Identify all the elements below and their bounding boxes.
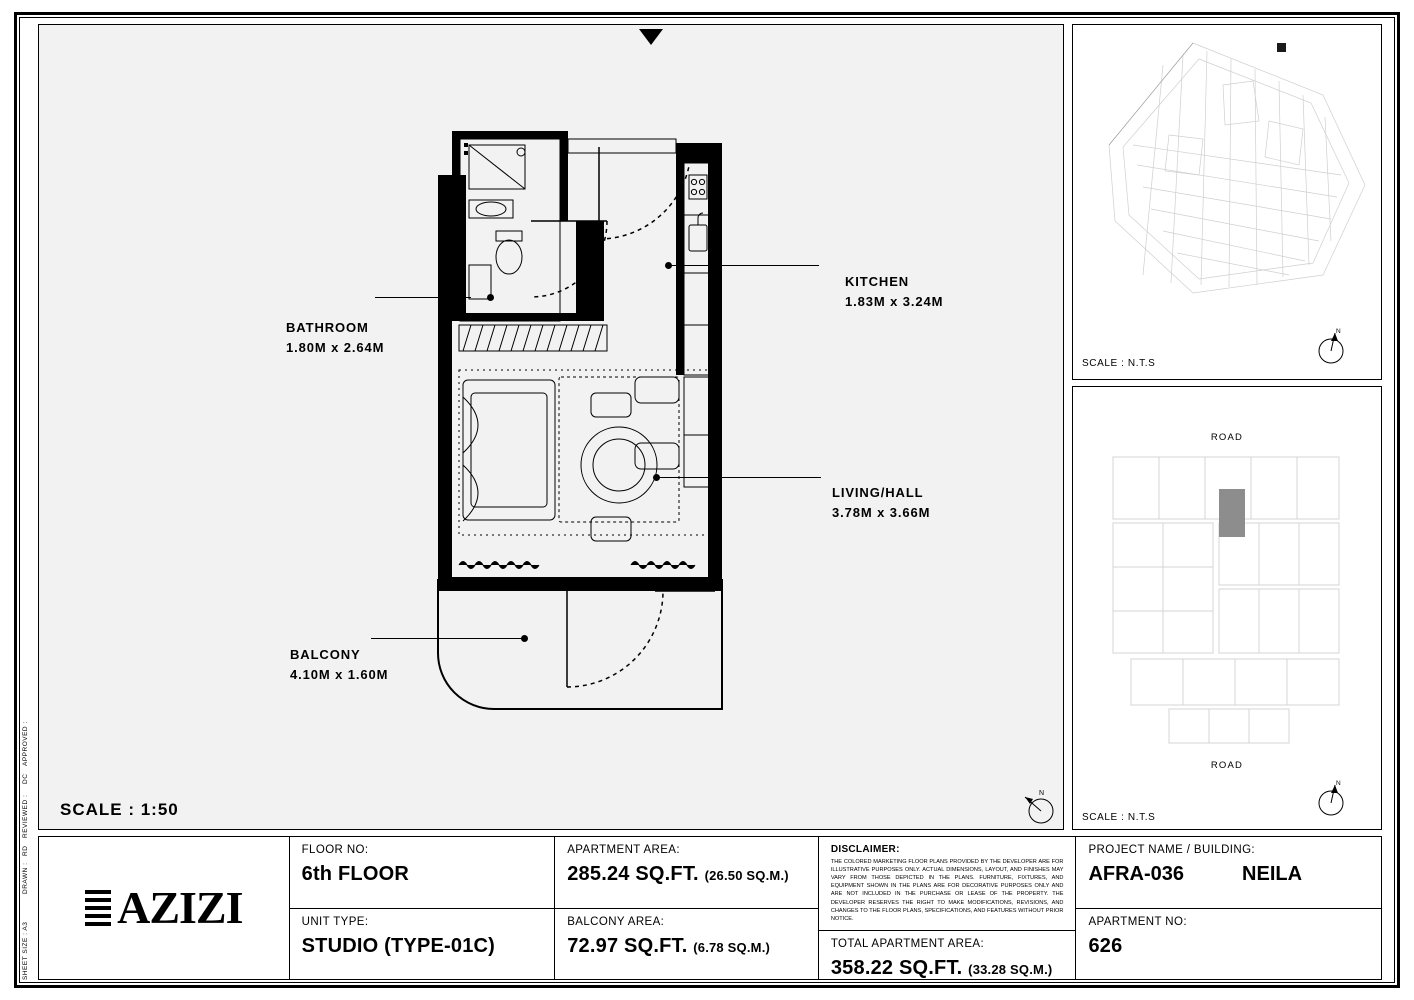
svg-text:N: N [1039, 790, 1045, 797]
apartment-area-main: 285.24 SQ.FT. [567, 863, 699, 885]
floor-plan-panel [38, 24, 1064, 830]
keyplan-road-top: ROAD [1210, 432, 1244, 443]
entry-arrow [639, 29, 663, 45]
logo-text: AZIZI [117, 882, 243, 933]
plan-scale-label: SCALE : 1:50 [60, 800, 179, 819]
disclaimer-cell [819, 837, 1076, 931]
total-area-value [831, 957, 1064, 980]
margin-note-5: APPROVED : [22, 721, 29, 766]
total-area-cell [819, 931, 1076, 987]
apartment-area-value [567, 863, 806, 886]
apartment-no-label: APARTMENT NO: [1088, 915, 1187, 928]
project-code: AFRA-036 [1088, 863, 1185, 885]
keyplan-road-bottom: ROAD [1210, 760, 1244, 771]
margin-note-0: SHEET SIZE : A3 [22, 921, 29, 980]
unit-type-label: UNIT TYPE: [301, 915, 369, 928]
apartment-area-label: APARTMENT AREA: [567, 844, 680, 856]
project-value [1088, 863, 1369, 886]
location-scale-label: SCALE : N.T.S [1082, 358, 1156, 369]
callout-balcony-label: BALCONY [290, 647, 361, 662]
apartment-no-cell [1076, 909, 1381, 980]
project-name-cell [1076, 837, 1381, 909]
leader-kitchen [669, 265, 819, 266]
balcony-area-main: 72.97 SQ.FT. [567, 934, 688, 957]
title-block [38, 836, 1382, 980]
svg-text:N: N [1336, 780, 1341, 787]
project-name: NEILA [1242, 863, 1303, 885]
callout-bathroom [286, 318, 384, 357]
leader-living [657, 477, 821, 478]
location-map-panel [1072, 24, 1382, 380]
disclaimer-body: THE COLORED MARKETING FLOOR PLANS PROVIDED BY THE DEVELOPER ARE FOR ILLUSTRATIVE PURPOSES ONLY. ACTUAL DIMENSIONS, LAYOUT, AND FINISHES MAY VARY FROM THOSE DEPICTED IN THE PLANS. FURNITURE, FIXTURES, AND EQUIPMENT SHOWN IN THE PLANS ARE FOR DECORATIVE PURPOSES ONLY AND ARE NOT INCLUDED IN THE PURCHASE OR LEASE OF THE PROPERTY. THE DEVELOPER RESERVES THE RIGHT TO MAKE MODIFICATIONS, REVISIONS, AND CHANGES TO THE FLOOR PLANS, SPECIFICATIONS, AND FEATURES WITHOUT PRIOR NOTICE. [830, 859, 1064, 922]
floor-no-label: FLOOR NO: [301, 844, 369, 856]
margin-note-4: DC [22, 773, 29, 784]
unit-type-value: STUDIO (TYPE-01C) [301, 934, 496, 957]
north-arrow-location [1309, 325, 1351, 369]
callout-balcony-dims: 4.10M x 1.60M [290, 666, 389, 682]
callout-bathroom-dims: 1.80M x 2.64M [286, 339, 385, 355]
total-area-sub: (33.28 SQ.M.) [968, 961, 1053, 977]
project-label: PROJECT NAME / BUILDING: [1088, 844, 1256, 856]
margin-note-2: RD [22, 845, 29, 856]
north-arrow-keyplan [1309, 777, 1351, 821]
apartment-area-sub: (26.50 SQ.M.) [704, 868, 789, 883]
disclaimer-title: DISCLAIMER: [830, 844, 900, 855]
leader-dot-balcony [521, 635, 528, 642]
callout-living-dims: 3.78M x 3.66M [832, 504, 931, 520]
floor-no-value: 6th FLOOR [301, 863, 409, 885]
leader-balcony [371, 638, 525, 639]
callout-living-label: LIVING/HALL [832, 485, 924, 500]
project-column [1076, 837, 1381, 979]
callout-bathroom-label: BATHROOM [286, 320, 369, 335]
callout-kitchen-label: KITCHEN [845, 274, 910, 289]
total-area-label: TOTAL APARTMENT AREA: [830, 937, 985, 950]
leader-dot-kitchen [665, 262, 672, 269]
disclaimer-column [819, 837, 1077, 979]
callout-kitchen [845, 272, 943, 311]
north-arrow-plan [1019, 787, 1061, 827]
azizi-logo [39, 837, 290, 979]
callout-living [832, 483, 930, 522]
site-marker [1277, 43, 1286, 52]
leader-bathroom [375, 297, 471, 298]
svg-text:N: N [1336, 328, 1341, 335]
unit-highlight [1219, 489, 1245, 537]
apartment-no-value: 626 [1088, 934, 1123, 957]
margin-notes [22, 721, 36, 980]
apartment-area-cell [555, 837, 818, 909]
area-column [555, 837, 819, 979]
balcony-area-value [567, 935, 806, 958]
floor-plan-drawing [39, 25, 1063, 829]
logo-bars-icon [85, 890, 111, 927]
floor-no-cell [290, 837, 555, 909]
leader-dot-living [653, 474, 660, 481]
callout-kitchen-dims: 1.83M x 3.24M [845, 293, 944, 309]
balcony-area-sub: (6.78 SQ.M.) [693, 939, 771, 955]
margin-note-1: DRAWN : [22, 862, 29, 894]
keyplan-scale-label: SCALE : N.T.S [1082, 812, 1156, 823]
balcony-area-cell [555, 909, 818, 980]
balcony-area-label: BALCONY AREA: [567, 915, 665, 928]
callout-balcony [290, 645, 388, 684]
margin-note-3: REVIEWED : [22, 794, 29, 838]
unit-type-cell [290, 909, 555, 980]
leader-dot-bathroom [487, 294, 494, 301]
floor-unit-column [290, 837, 556, 979]
total-area-main: 358.22 SQ.FT. [830, 956, 963, 979]
